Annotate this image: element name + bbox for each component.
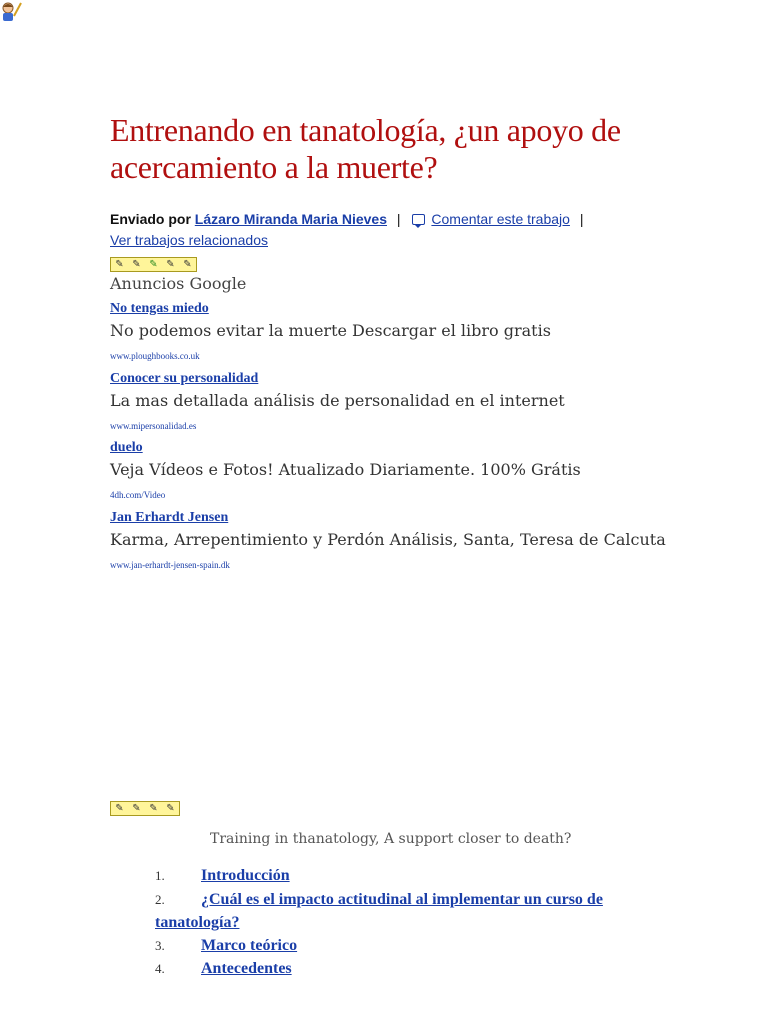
ad-url-link[interactable]: www.mipersonalidad.es: [110, 421, 197, 431]
byline: [110, 209, 670, 251]
ad-url-link[interactable]: www.jan-erhardt-jensen-spain.dk: [110, 560, 230, 570]
pencil-rating-icon[interactable]: ✎: [132, 803, 141, 814]
ad-title-link[interactable]: Conocer su personalidad: [110, 371, 259, 386]
ad-item: [110, 509, 710, 571]
toc-link[interactable]: ¿Cuál es el impacto actitudinal al implementar un curso de tanatología?: [155, 891, 603, 931]
pencil-rating-icon[interactable]: ✎: [166, 803, 175, 814]
toc-item: [155, 934, 655, 957]
pencil-rating-icon[interactable]: ✎: [115, 803, 124, 814]
toc-link[interactable]: Antecedentes: [201, 960, 292, 977]
ad-description: La mas detallada análisis de personalidad en el internet: [110, 391, 565, 410]
toc-number: 3.: [155, 938, 165, 953]
related-works-link[interactable]: Ver trabajos relacionados: [110, 232, 268, 248]
ad-description: No podemos evitar la muerte Descargar el libro gratis: [110, 321, 551, 340]
sent-by-label: Enviado por: [110, 211, 191, 227]
ad-description: Karma, Arrepentimiento y Perdón Análisis, Santa, Teresa de Calcuta: [110, 530, 666, 549]
rating-widget-secondary[interactable]: [110, 801, 180, 816]
pencil-rating-icon[interactable]: ✎: [149, 803, 158, 814]
ads-label: Anuncios Google: [110, 274, 247, 293]
ad-title-link[interactable]: Jan Erhardt Jensen: [110, 510, 229, 525]
ad-item: [110, 300, 710, 362]
pencil-rating-icon[interactable]: ✎: [166, 259, 175, 270]
toc-link[interactable]: Marco teórico: [201, 937, 298, 954]
pencil-rating-icon[interactable]: ✎: [132, 259, 141, 270]
ad-title-link[interactable]: duelo: [110, 440, 143, 455]
toc-number: 1.: [155, 868, 165, 883]
toc-number: 2.: [155, 892, 165, 907]
toc-item: [155, 864, 655, 887]
ad-url-link[interactable]: 4dh.com/Video: [110, 490, 166, 500]
document-subtitle: Training in thanatology, A support closer to death?: [210, 831, 572, 847]
ad-item: [110, 439, 710, 501]
pencil-rating-icon[interactable]: ✎: [183, 259, 192, 270]
author-link[interactable]: Lázaro Miranda Maria Nieves: [194, 211, 387, 227]
byline-separator-2: |: [579, 211, 584, 227]
ad-title-link[interactable]: No tengas miedo: [110, 301, 209, 316]
ad-item: [110, 370, 710, 432]
toc-number: 4.: [155, 961, 165, 976]
byline-separator: |: [396, 211, 401, 227]
ad-url-link[interactable]: www.ploughbooks.co.uk: [110, 351, 200, 361]
document-title: Entrenando en tanatología, ¿un apoyo de acercamiento a la muerte?: [110, 112, 621, 185]
toc-item: [155, 888, 655, 934]
toc-item: [155, 957, 655, 980]
table-of-contents: [155, 864, 655, 980]
pencil-rating-icon[interactable]: ✎: [149, 259, 158, 270]
ad-description: Veja Vídeos e Fotos! Atualizado Diariamente. 100% Grátis: [110, 460, 581, 479]
pencil-rating-icon[interactable]: ✎: [115, 259, 124, 270]
comment-link[interactable]: Comentar este trabajo: [431, 211, 570, 227]
rating-widget[interactable]: [110, 257, 197, 272]
toc-link[interactable]: Introducción: [201, 867, 290, 884]
comment-icon: [412, 214, 425, 225]
user-writing-icon: [0, 0, 22, 22]
